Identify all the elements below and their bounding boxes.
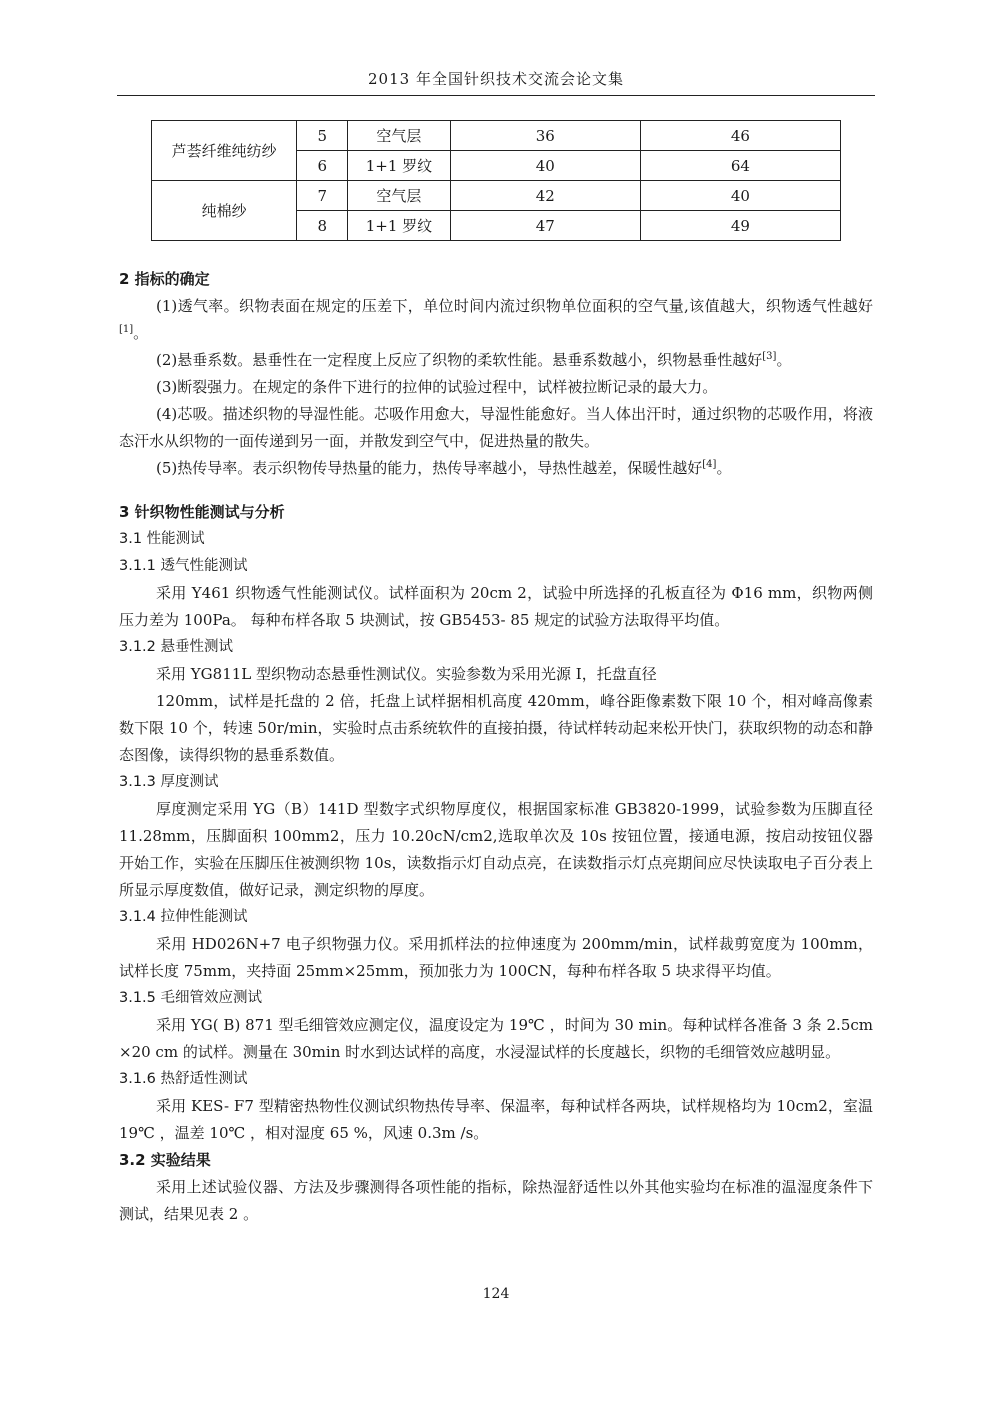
paragraph: 采用 YG811L 型织物动态悬垂性测试仪。实验参数为采用光源 I，托盘直径 [156,665,657,683]
subsection-heading: 3.1.5 毛细管效应测试 [119,990,263,1006]
table-cell-value: 49 [640,211,840,241]
section-heading: 3 针织物性能测试与分析 [119,503,285,521]
running-header: 2013 年全国针织技术交流会论文集 [368,70,624,88]
results-table [151,120,841,241]
subsection-heading: 3.1 性能测试 [119,531,205,547]
header-rule [117,95,875,96]
citation: [1] [119,324,134,335]
paragraph: 采用上述试验仪器、方法及步骤测得各项性能的指标，除热湿舒适性以外其他实验均在标准的温湿度条件下测试，结果见表 2 。 [119,1178,873,1223]
table-cell-structure: 空气层 [348,121,451,151]
subsection-heading: 3.1.2 悬垂性测试 [119,639,234,655]
section-heading: 2 指标的确定 [119,270,210,288]
table-cell-no: 7 [297,181,348,211]
table-cell-value: 42 [450,181,640,211]
paragraph [119,293,873,347]
paragraph: 采用 KES- F7 型精密热物性仪测试织物热传导率、保温率，每种试样各两块，试样规格均为 10cm2，室温 19℃ ，温差 10℃ ，相对湿度 65 %，风速 0.3m /s。 [119,1097,873,1142]
table-cell-structure: 1+1 罗纹 [348,151,451,181]
table-cell-structure: 1+1 罗纹 [348,211,451,241]
table-cell-value: 46 [640,121,840,151]
table-cell-value: 64 [640,151,840,181]
table-cell-structure: 空气层 [348,181,451,211]
subsection-heading: 3.1.4 拉伸性能测试 [119,909,248,925]
paragraph: 120mm，试样是托盘的 2 倍，托盘上试样据相机高度 420mm，峰谷距像素数下限 10 个，相对峰高像素数下限 10 个，转速 50r/min，实验时点击系统软件的直接拍摄，待试样转动起来松开快门，获取织物的动态和静态图像，读得织物的悬垂系数值。 [119,692,873,764]
paragraph: (3)断裂强力。在规定的条件下进行的拉伸的试验过程中，试样被拉断记录的最大力。 [156,378,718,396]
spacer [119,482,873,499]
table-cell-group: 纯棉纱 [152,181,297,241]
paragraph: 采用 HD026N+7 电子织物强力仪。采用抓样法的拉伸速度为 200mm/min，试样裁剪宽度为 100mm，试样长度 75mm，夹持面 25mm×25mm，预加张力为 100CN，每种布样各取 5 块求得平均值。 [119,935,873,980]
subsection-heading: 3.1.6 热舒适性测试 [119,1071,248,1087]
paragraph: 厚度测定采用 YG（B）141D 型数字式织物厚度仪，根据国家标准 GB3820-1999，试验参数为压脚直径 11.28mm，压脚面积 100mm2，压力 10.20cN/cm2,选取单次及 10s 按钮位置，接通电源，按启动按钮仪器开始工作，实验在压脚压住被测织物 10s，读数指示灯自动点亮，在读数指示灯点亮期间应尽快读取电子百分表上所显示厚度数值，做好记录，测定织物的厚度。 [119,800,873,899]
paragraph-text: (2)悬垂系数。悬垂性在一定程度上反应了织物的柔软性能。悬垂系数越小，织物悬垂性越好 [156,351,763,369]
paragraph: 采用 YG( B) 871 型毛细管效应测定仪，温度设定为 19℃ ，时间为 30 min。每种试样各准备 3 条 2.5cm ×20 cm 的试样。测量在 30min 时水到达试样的高度，水浸湿试样的长度越长，织物的毛细管效应越明显。 [119,1016,873,1061]
paragraph: 采用 Y461 织物透气性能测试仪。试样面积为 20cm 2，试验中所选择的孔板直径为 Φ16 mm，织物两侧压力差为 100Pa。 每种布样各取 5 块测试，按 GB5453- 85 规定的试验方法取得平均值。 [119,584,873,629]
paragraph-text: (5)热传导率。表示织物传导热量的能力，热传导率越小，导热性越差，保暖性越好 [156,459,703,477]
table-cell-value: 40 [450,151,640,181]
paragraph-text: (1)透气率。织物表面在规定的压差下，单位时间内流过织物单位面积的空气量,该值越大，织物透气性越好 [156,297,873,315]
page-number: 124 [482,1286,510,1302]
table-cell-group: 芦荟纤维纯纺纱 [152,121,297,181]
citation: [3] [762,351,777,362]
table-cell-no: 8 [297,211,348,241]
paragraph-text: 。 [716,459,732,477]
table-cell-value: 40 [640,181,840,211]
subsection-heading: 3.1.3 厚度测试 [119,774,219,790]
subsection-heading: 3.1.1 透气性能测试 [119,558,248,574]
table-cell-no: 5 [297,121,348,151]
table-row [152,121,841,151]
table-cell-no: 6 [297,151,348,181]
paragraph-text: 。 [133,324,149,342]
paragraph-text: 。 [776,351,792,369]
table-cell-value: 47 [450,211,640,241]
table-cell-value: 36 [450,121,640,151]
body-text [119,266,873,1228]
citation: [4] [702,459,717,470]
subsection-heading: 3.2 实验结果 [119,1151,211,1169]
paragraph: (4)芯吸。描述织物的导湿性能。芯吸作用愈大，导湿性能愈好。当人体出汗时，通过织物的芯吸作用，将液态汗水从织物的一面传递到另一面，并散发到空气中，促进热量的散失。 [119,405,873,450]
paragraph [119,347,873,374]
paragraph [119,455,873,482]
table-row [152,181,841,211]
